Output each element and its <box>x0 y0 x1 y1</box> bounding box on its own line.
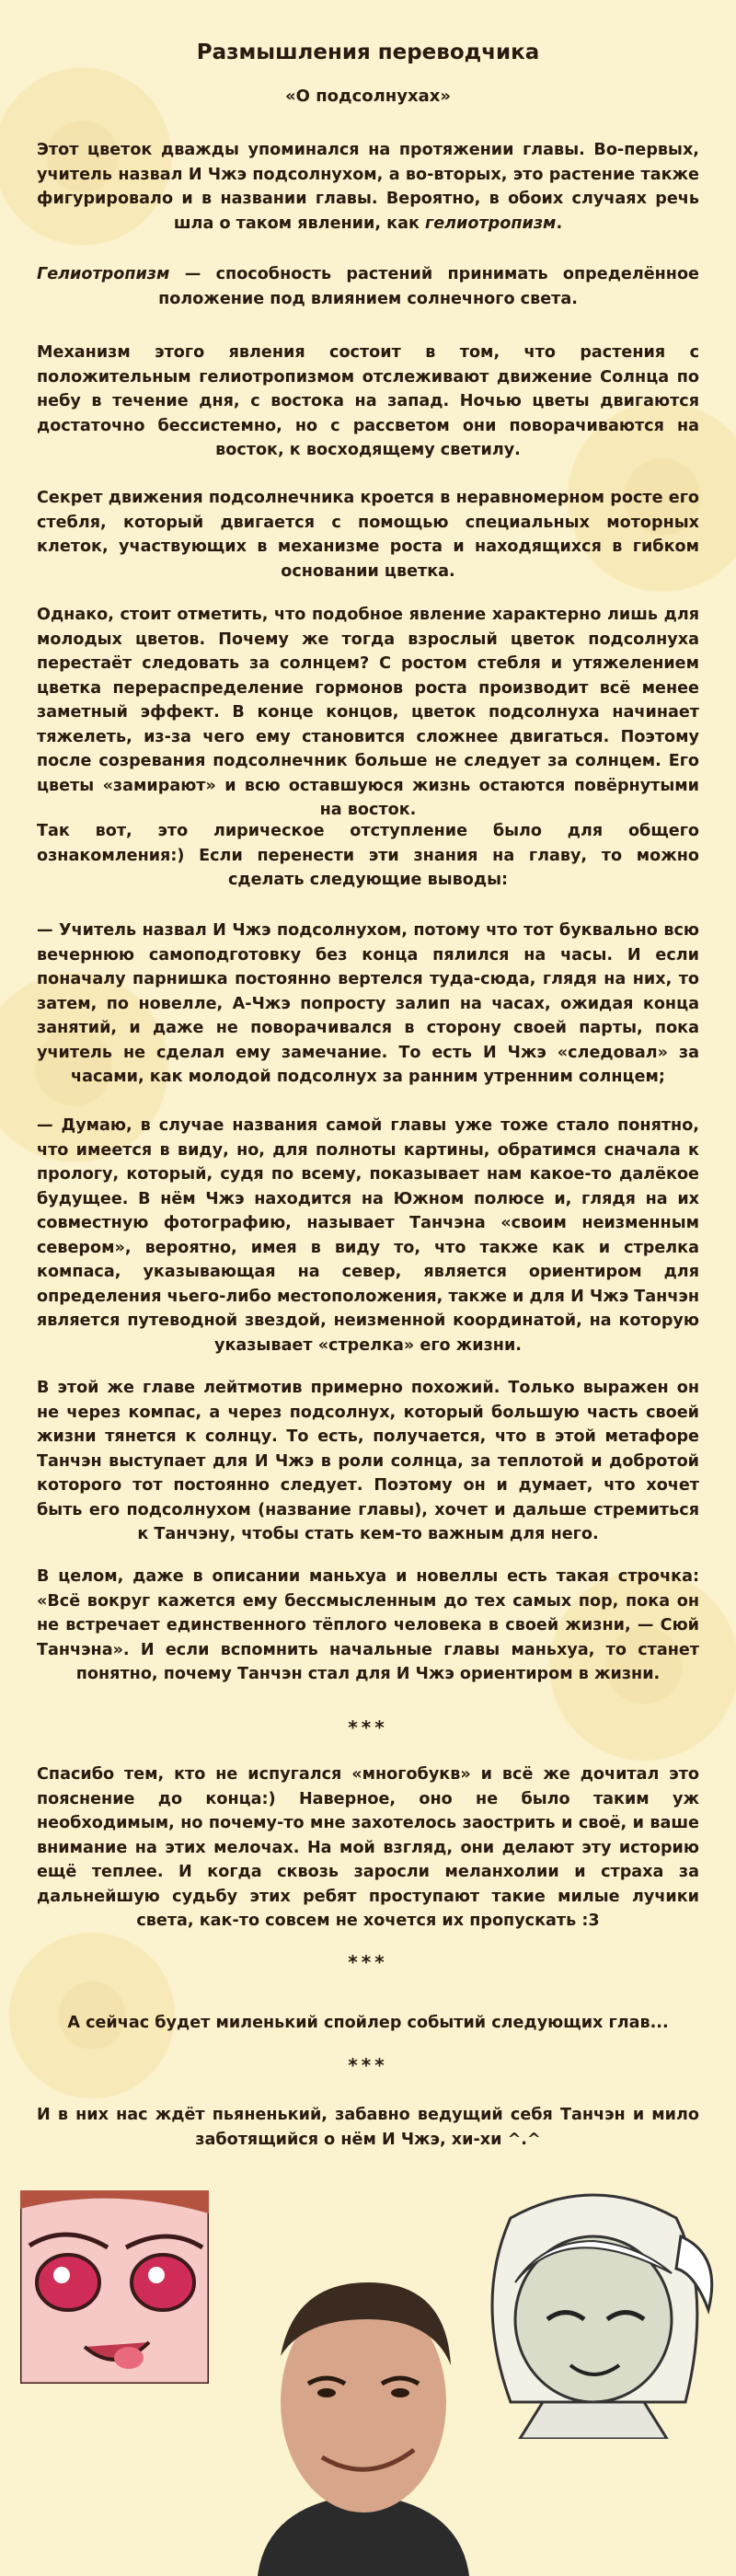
paragraph-teacher: — Учитель назвал И Чжэ подсолнухом, потому что тот буквально всю вечернюю самоподготовку без конца пялился на часы. И если поначалу парнишка постоянно вертелся туда-сюда, глядя на них, то затем, по новелле, А-Чжэ попросту залип на часах, ожидая конца занятий, и даже не поворачивался в сторону своей парты, пока учитель не сделал ему замечание. То есть И Чжэ «следовал» за часами, как молодой подсолнух за ранним утренним солнцем; <box>37 921 699 1086</box>
definition-text: — способность растений принимать определённое положение под влиянием солнечного света. <box>158 265 699 308</box>
paragraph-mechanism: Механизм этого явления состоит в том, что растения с положительным гелиотропизмом отслеживают движение Солнца по небу в течение дня, с востока на запад. Ночью цветы двигаются достаточно бессистемно, но с рассветом они поворачиваются на восток, к восходящему светилу. <box>37 343 699 459</box>
separator-3: *** <box>348 2054 388 2076</box>
separator-2: *** <box>348 1951 388 1973</box>
paragraph-secret: Секрет движения подсолнечника кроется в неравномерном росте его стебля, который двигается с помощью специальных моторных клеток, участвующих в механизме роста и находящихся в гибком основании цветка. <box>37 489 699 581</box>
paragraph-intro <box>37 138 699 236</box>
paragraph-intro-end: . <box>556 214 563 233</box>
paragraph-young-flowers: Однако, стоит отметить, что подобное явление характерно лишь для молодых цветов. Почему же тогда взрослый цветок подсолнуха перестаёт следовать за солнцем? С ростом стебля и утяжелением цветка перераспределение гормонов роста производит всё менее заметный эффект. В конце концов, цветок подсолнуха начинает тяжелеть, из-за чего ему становится сложнее двигаться. Поэтому после созревания подсолнечник больше не следует за солнцем. Его цветы «замирают» и всю оставшуюся жизнь остаются повёрнутыми на восток. <box>37 606 699 819</box>
paragraph-spoiler: А сейчас будет миленький спойлер событий следующих глав... <box>67 2014 669 2032</box>
paragraph-thanks: Спасибо тем, кто не испугался «многобукв» и всё же дочитал это пояснение до конца:) Наверное, оно не было таким уж необходимым, но почему-то мне захотелось заострить и своё, и ваше внимание на этих мелочах. На мой взгляд, они делают эту историю ещё теплее. И когда сквозь заросли меланхолии и страха за дальнейшую судьбу этих ребят проступают такие милые лучики света, как-то совсем не хочется их пропускать :3 <box>37 1765 699 1930</box>
paragraph-description: В целом, даже в описании маньхуа и новеллы есть такая строчка: «Всё вокруг кажется ему бессмысленным до тех самых пор, пока он не встречает единственного тёплого человека в своей жизни, — Сюй Танчэна». И если вспомнить начальные главы маньхуа, то станет понятно, почему Танчэн стал для И Чжэ ориентиром в жизни. <box>37 1567 699 1683</box>
definition-term: Гелиотропизм <box>37 265 170 283</box>
paragraph-definition <box>37 262 699 311</box>
manga-girl-smiling-image <box>455 2181 722 2439</box>
term-heliotropism: гелиотропизм <box>425 214 557 233</box>
page-subtitle: «О подсолнухах» <box>285 87 451 106</box>
paragraph-intro-text: Этот цветок дважды упоминался на протяжении главы. Во-первых, учитель назвал И Чжэ подсолнухом, а во-вторых, это растение также фигурировало и в названии главы. Вероятно, в обоих случаях речь шла о таком явлении, как <box>37 141 699 233</box>
paragraph-conclusions-intro: Так вот, это лирическое отступление было для общего ознакомления:) Если перенести эти знания на главу, то можно сделать следующие выводы: <box>37 822 699 889</box>
separator-1: *** <box>348 1716 388 1739</box>
anime-face-closeup-image <box>20 2190 209 2384</box>
paragraph-next-chapters: И в них нас ждёт пьяненький, забавно ведущий себя Танчэн и мило заботящийся о нём И Чжэ, хи-хи ^.^ <box>37 2106 699 2149</box>
page-title: Размышления переводчика <box>196 40 540 64</box>
paragraph-chapter-title: — Думаю, в случае названия самой главы уже тоже стало понятно, что имеется в виду, но, для полноты картины, обратимся сначала к прологу, который, судя по всему, показывает нам какое-то далёкое будущее. В нём Чжэ находится на Южном полюсе и, глядя на их совместную фотографию, называет Танчэна «своим неизменным севером», вероятно, имея в виду то, что также как и стрелка компаса, указывающая на север, является ориентиром для определения чьего-либо местоположения, также и для И Чжэ Танчэн является путеводной звездой, неизменной координатой, на которую указывает «стрелка» его жизни. <box>37 1116 699 1355</box>
paragraph-leitmotif: В этой же главе лейтмотив примерно похожий. Только выражен он не через компас, а через подсолнух, который большую часть своей жизни тянется к солнцу. То есть, получается, что в этой метафоре Танчэн выступает для И Чжэ в роли солнца, за теплотой и добротой которого тот постоянно следует. Поэтому он и думает, что хочет быть его подсолнухом (название главы), хочет и дальше стремиться к Танчэну, чтобы стать кем-то важным для него. <box>37 1379 699 1543</box>
